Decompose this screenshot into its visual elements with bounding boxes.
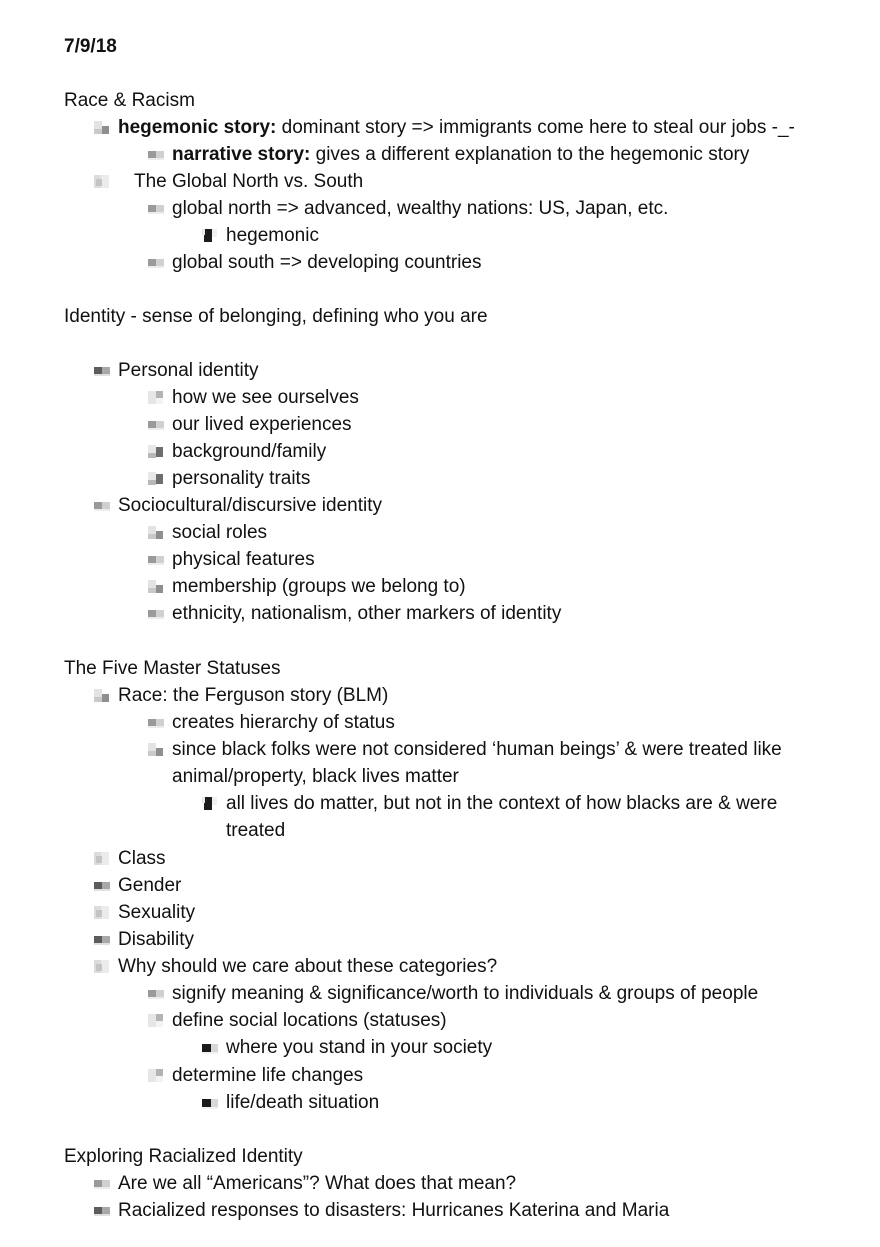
item-text: social roles [172,522,268,543]
list-item [0,573,860,600]
bullet-icon [148,418,164,431]
item-text: animal/property, black lives matter [172,766,459,787]
list-item [0,1034,860,1061]
list-item [0,845,860,872]
list-item [0,546,860,573]
date-line [0,33,860,60]
list-item [0,600,860,627]
item-text: global north => advanced, wealthy nations: US, Japan, etc. [172,198,669,219]
item-text: Disability [118,929,195,950]
section-heading-race [0,87,860,114]
list-item [0,1062,860,1089]
list-item [0,709,860,736]
item-text: Sociocultural/discursive identity [118,495,383,516]
bullet-icon [148,743,164,756]
item-text: our lived experiences [172,414,352,435]
definition: dominant story => immigrants come here to steal our jobs -_- [276,117,795,138]
list-item [0,736,860,763]
list-item [0,465,860,492]
list-item [0,492,860,519]
bullet-icon [148,580,164,593]
list-item [0,899,860,926]
list-item [0,168,860,195]
list-item [0,357,860,384]
list-item [0,872,860,899]
item-text [118,114,795,141]
item-text: since black folks were not considered ‘human beings’ & were treated like [172,739,782,760]
list-item [0,249,860,276]
list-item [0,790,860,817]
item-text: creates hierarchy of status [172,712,395,733]
bullet-icon [148,987,164,1000]
list-item [0,438,860,465]
item-text: Race: the Ferguson story (BLM) [118,685,389,706]
item-text: signify meaning & significance/worth to individuals & groups of people [172,983,759,1004]
item-text: Personal identity [118,360,259,381]
item-text: membership (groups we belong to) [172,576,466,597]
list-item [0,953,860,980]
list-item-continuation [0,817,860,844]
list-item-continuation [0,763,860,790]
bullet-icon [94,960,110,973]
item-text: determine life changes [172,1065,364,1086]
bullet-icon [148,553,164,566]
list-item [0,926,860,953]
item-text: ethnicity, nationalism, other markers of identity [172,603,562,624]
list-item [0,222,860,249]
item-text: all lives do matter, but not in the context of how blacks are & were [226,793,778,814]
list-item [0,411,860,438]
bullet-icon [202,1041,218,1054]
section-heading-identity [0,303,860,330]
list-item [0,1007,860,1034]
item-text: Why should we care about these categories? [118,956,498,977]
list-item [0,519,860,546]
bullet-icon [202,1096,218,1109]
bullet-icon [148,391,164,404]
section-heading-racialized [0,1143,860,1170]
bullet-icon [148,1069,164,1082]
item-text: define social locations (statuses) [172,1010,447,1031]
definition: gives a different explanation to the hegemonic story [310,144,750,165]
bullet-icon [94,499,110,512]
item-text: where you stand in your society [226,1037,493,1058]
bullet-icon [148,445,164,458]
item-text: Gender [118,875,182,896]
item-text: Racialized responses to disasters: Hurricanes Katerina and Maria [118,1200,670,1221]
bullet-icon [94,689,110,702]
item-text: how we see ourselves [172,387,359,408]
item-text: hegemonic [226,225,319,246]
bullet-icon [94,175,110,188]
heading-text: Identity - sense of belonging, defining who you are [64,306,488,327]
bullet-icon [94,933,110,946]
item-text: physical features [172,549,315,570]
term-hegemonic: hegemonic story: [118,117,277,138]
bullet-icon [94,1177,110,1190]
bullet-icon [148,716,164,729]
bullet-icon [148,148,164,161]
bullet-icon [94,852,110,865]
bullet-icon [94,1204,110,1217]
item-text [172,141,749,168]
item-text: personality traits [172,468,311,489]
bullet-icon [94,121,110,134]
list-item [0,141,860,168]
bullet-icon [202,229,218,242]
item-text: global south => developing countries [172,252,482,273]
term-narrative: narrative story: [172,144,311,165]
item-text: treated [226,820,286,841]
bullet-icon [148,1014,164,1027]
bullet-icon [148,256,164,269]
list-item [0,384,860,411]
date: 7/9/18 [64,36,117,57]
bullet-icon [94,364,110,377]
item-text: Sexuality [118,902,196,923]
list-item [0,1197,860,1224]
item-text: background/family [172,441,327,462]
item-text: life/death situation [226,1092,380,1113]
section-heading-statuses [0,655,860,682]
list-item [0,980,860,1007]
list-item [0,1089,860,1116]
item-text: Are we all “Americans”? What does that mean? [118,1173,517,1194]
heading-text: Race & Racism [64,90,195,111]
item-text: Class [118,848,166,869]
list-item [0,682,860,709]
heading-text: The Five Master Statuses [64,658,281,679]
bullet-icon [148,526,164,539]
bullet-icon [148,607,164,620]
bullet-icon [148,472,164,485]
list-item [0,1170,860,1197]
item-text: The Global North vs. South [134,171,364,192]
bullet-icon [94,906,110,919]
bullet-icon [202,797,218,810]
bullet-icon [148,202,164,215]
list-item [0,195,860,222]
list-item [0,114,860,141]
heading-text: Exploring Racialized Identity [64,1146,303,1167]
bullet-icon [94,879,110,892]
